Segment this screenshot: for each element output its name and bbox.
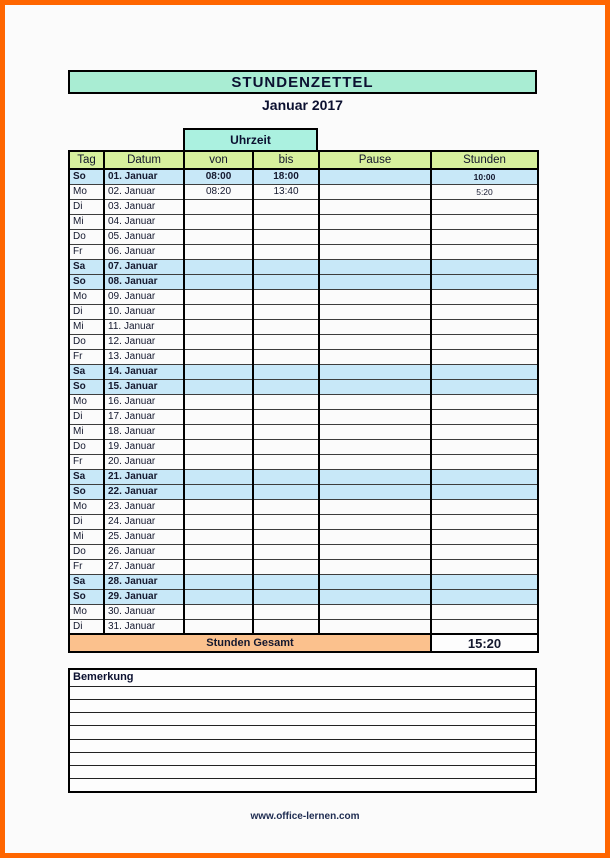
stunden-cell [431, 619, 538, 634]
column-header-datum: Datum [104, 151, 184, 169]
von-cell [184, 589, 253, 604]
datum-cell: 07. Januar [104, 259, 184, 274]
table-row [69, 424, 538, 439]
pause-cell [319, 214, 431, 229]
tag-cell: Do [69, 334, 104, 349]
tag-cell: Do [69, 229, 104, 244]
title-box [68, 70, 537, 94]
uhrzeit-header [183, 128, 318, 150]
datum-cell: 25. Januar [104, 529, 184, 544]
datum-cell: 30. Januar [104, 604, 184, 619]
bis-cell [253, 469, 319, 484]
bis-cell [253, 289, 319, 304]
stunden-cell [431, 439, 538, 454]
von-cell [184, 364, 253, 379]
bis-cell [253, 364, 319, 379]
timesheet-table [68, 150, 539, 653]
von-cell: 08:20 [184, 184, 253, 199]
von-cell [184, 334, 253, 349]
table-row [69, 229, 538, 244]
bis-cell [253, 619, 319, 634]
datum-cell: 01. Januar [104, 169, 184, 184]
table-row [69, 529, 538, 544]
table-row [69, 364, 538, 379]
table-row [69, 499, 538, 514]
von-cell [184, 514, 253, 529]
tag-cell: Mi [69, 214, 104, 229]
bis-cell: 13:40 [253, 184, 319, 199]
datum-cell: 03. Januar [104, 199, 184, 214]
table-row [69, 244, 538, 259]
table-row [69, 394, 538, 409]
table-row [69, 304, 538, 319]
tag-cell: Fr [69, 349, 104, 364]
total-value: 15:20 [431, 634, 538, 652]
bis-cell [253, 499, 319, 514]
table-row [69, 559, 538, 574]
stunden-cell [431, 364, 538, 379]
table-row [69, 169, 538, 184]
table-row [69, 214, 538, 229]
pause-cell [319, 499, 431, 514]
von-cell [184, 304, 253, 319]
tag-cell: Mi [69, 424, 104, 439]
tag-cell: So [69, 169, 104, 184]
bemerkung-blank-line [70, 713, 535, 726]
von-cell [184, 454, 253, 469]
bis-cell [253, 454, 319, 469]
bis-cell [253, 544, 319, 559]
stunden-cell [431, 214, 538, 229]
pause-cell [319, 604, 431, 619]
pause-cell [319, 229, 431, 244]
datum-cell: 02. Januar [104, 184, 184, 199]
table-row [69, 604, 538, 619]
pause-cell [319, 439, 431, 454]
datum-cell: 09. Januar [104, 289, 184, 304]
pause-cell [319, 364, 431, 379]
stunden-cell [431, 349, 538, 364]
stunden-cell [431, 394, 538, 409]
pause-cell [319, 169, 431, 184]
bis-cell [253, 349, 319, 364]
bis-cell [253, 244, 319, 259]
stunden-cell [431, 424, 538, 439]
bis-cell [253, 334, 319, 349]
table-row [69, 289, 538, 304]
stunden-cell [431, 469, 538, 484]
tag-cell: Mo [69, 499, 104, 514]
datum-cell: 18. Januar [104, 424, 184, 439]
datum-cell: 04. Januar [104, 214, 184, 229]
tag-cell: Sa [69, 469, 104, 484]
datum-cell: 31. Januar [104, 619, 184, 634]
tag-cell: Fr [69, 559, 104, 574]
stunden-cell [431, 259, 538, 274]
footer-link[interactable]: www.office-lernen.com [250, 811, 360, 822]
von-cell [184, 424, 253, 439]
tag-cell: So [69, 274, 104, 289]
table-row [69, 439, 538, 454]
uhrzeit-label: Uhrzeit [230, 133, 271, 147]
bemerkung-blank-line [70, 753, 535, 766]
von-cell [184, 604, 253, 619]
bis-cell [253, 589, 319, 604]
von-cell [184, 574, 253, 589]
von-cell [184, 544, 253, 559]
stunden-cell [431, 244, 538, 259]
datum-cell: 17. Januar [104, 409, 184, 424]
table-row [69, 574, 538, 589]
datum-cell: 27. Januar [104, 559, 184, 574]
column-header-stunden: Stunden [431, 151, 538, 169]
datum-cell: 26. Januar [104, 544, 184, 559]
tag-cell: Di [69, 514, 104, 529]
pause-cell [319, 394, 431, 409]
von-cell [184, 409, 253, 424]
von-cell [184, 379, 253, 394]
datum-cell: 24. Januar [104, 514, 184, 529]
tag-cell: Di [69, 619, 104, 634]
tag-cell: Mo [69, 394, 104, 409]
tag-cell: So [69, 484, 104, 499]
von-cell [184, 244, 253, 259]
stunden-cell [431, 589, 538, 604]
bemerkung-box [68, 668, 537, 793]
stunden-cell [431, 604, 538, 619]
tag-cell: Sa [69, 574, 104, 589]
bis-cell: 18:00 [253, 169, 319, 184]
bis-cell [253, 199, 319, 214]
datum-cell: 15. Januar [104, 379, 184, 394]
stunden-cell [431, 304, 538, 319]
pause-cell [319, 259, 431, 274]
total-row [69, 634, 538, 652]
stunden-cell [431, 409, 538, 424]
stunden-cell [431, 514, 538, 529]
stunden-cell [431, 544, 538, 559]
stunden-cell [431, 499, 538, 514]
bis-cell [253, 439, 319, 454]
bis-cell [253, 259, 319, 274]
datum-cell: 28. Januar [104, 574, 184, 589]
datum-cell: 29. Januar [104, 589, 184, 604]
bis-cell [253, 514, 319, 529]
bis-cell [253, 484, 319, 499]
total-label: Stunden Gesamt [69, 634, 431, 652]
column-header-tag: Tag [69, 151, 104, 169]
von-cell [184, 259, 253, 274]
von-cell [184, 559, 253, 574]
von-cell [184, 214, 253, 229]
bis-cell [253, 379, 319, 394]
pause-cell [319, 529, 431, 544]
pause-cell [319, 409, 431, 424]
pause-cell [319, 289, 431, 304]
datum-cell: 10. Januar [104, 304, 184, 319]
bis-cell [253, 574, 319, 589]
tag-cell: So [69, 379, 104, 394]
table-row [69, 319, 538, 334]
pause-cell [319, 454, 431, 469]
table-row [69, 619, 538, 634]
pause-cell [319, 484, 431, 499]
bis-cell [253, 274, 319, 289]
page-title: STUNDENZETTEL [231, 73, 374, 91]
stunden-cell [431, 274, 538, 289]
bis-cell [253, 229, 319, 244]
pause-cell [319, 274, 431, 289]
von-cell [184, 349, 253, 364]
table-row [69, 349, 538, 364]
stunden-cell [431, 454, 538, 469]
datum-cell: 08. Januar [104, 274, 184, 289]
stunden-cell [431, 484, 538, 499]
stunden-cell [431, 559, 538, 574]
datum-cell: 12. Januar [104, 334, 184, 349]
table-row [69, 469, 538, 484]
stunden-cell [431, 319, 538, 334]
stunden-cell [431, 229, 538, 244]
table-row [69, 199, 538, 214]
table-header-row [69, 151, 538, 169]
datum-cell: 23. Januar [104, 499, 184, 514]
stunden-cell [431, 199, 538, 214]
datum-cell: 22. Januar [104, 484, 184, 499]
datum-cell: 14. Januar [104, 364, 184, 379]
von-cell [184, 199, 253, 214]
bemerkung-label: Bemerkung [70, 670, 535, 687]
pause-cell [319, 619, 431, 634]
pause-cell [319, 559, 431, 574]
bemerkung-blank-line [70, 700, 535, 713]
tag-cell: Mi [69, 319, 104, 334]
pause-cell [319, 334, 431, 349]
bis-cell [253, 214, 319, 229]
pause-cell [319, 349, 431, 364]
von-cell [184, 529, 253, 544]
tag-cell: Do [69, 544, 104, 559]
tag-cell: So [69, 589, 104, 604]
timesheet-body [69, 169, 538, 634]
datum-cell: 19. Januar [104, 439, 184, 454]
bis-cell [253, 559, 319, 574]
von-cell: 08:00 [184, 169, 253, 184]
bis-cell [253, 604, 319, 619]
table-row [69, 409, 538, 424]
tag-cell: Mo [69, 289, 104, 304]
von-cell [184, 274, 253, 289]
stunden-cell [431, 529, 538, 544]
tag-cell: Fr [69, 244, 104, 259]
tag-cell: Sa [69, 364, 104, 379]
pause-cell [319, 424, 431, 439]
pause-cell [319, 469, 431, 484]
bis-cell [253, 319, 319, 334]
bis-cell [253, 394, 319, 409]
column-header-pause: Pause [319, 151, 431, 169]
pause-cell [319, 589, 431, 604]
pause-cell [319, 319, 431, 334]
pause-cell [319, 184, 431, 199]
pause-cell [319, 514, 431, 529]
tag-cell: Mo [69, 604, 104, 619]
bemerkung-blank-line [70, 687, 535, 700]
tag-cell: Do [69, 439, 104, 454]
von-cell [184, 319, 253, 334]
bis-cell [253, 409, 319, 424]
bemerkung-blank-line [70, 779, 535, 791]
von-cell [184, 484, 253, 499]
stunden-cell [431, 574, 538, 589]
pause-cell [319, 379, 431, 394]
datum-cell: 06. Januar [104, 244, 184, 259]
column-header-von: von [184, 151, 253, 169]
table-row [69, 544, 538, 559]
stunden-cell: 10:00 [431, 169, 538, 184]
von-cell [184, 394, 253, 409]
von-cell [184, 469, 253, 484]
stunden-cell: 5:20 [431, 184, 538, 199]
datum-cell: 05. Januar [104, 229, 184, 244]
table-row [69, 259, 538, 274]
bemerkung-blank-line [70, 766, 535, 779]
bis-cell [253, 424, 319, 439]
datum-cell: 11. Januar [104, 319, 184, 334]
stunden-cell [431, 289, 538, 304]
stunden-cell [431, 379, 538, 394]
table-row [69, 379, 538, 394]
bis-cell [253, 529, 319, 544]
datum-cell: 13. Januar [104, 349, 184, 364]
pause-cell [319, 244, 431, 259]
table-row [69, 589, 538, 604]
von-cell [184, 439, 253, 454]
bemerkung-blank-line [70, 740, 535, 753]
pause-cell [319, 574, 431, 589]
table-row [69, 484, 538, 499]
von-cell [184, 229, 253, 244]
tag-cell: Mi [69, 529, 104, 544]
stunden-cell [431, 334, 538, 349]
table-row [69, 514, 538, 529]
table-row [69, 184, 538, 199]
table-row [69, 334, 538, 349]
tag-cell: Di [69, 409, 104, 424]
datum-cell: 20. Januar [104, 454, 184, 469]
tag-cell: Fr [69, 454, 104, 469]
tag-cell: Mo [69, 184, 104, 199]
table-row [69, 274, 538, 289]
datum-cell: 16. Januar [104, 394, 184, 409]
tag-cell: Sa [69, 259, 104, 274]
column-header-bis: bis [253, 151, 319, 169]
von-cell [184, 619, 253, 634]
tag-cell: Di [69, 304, 104, 319]
datum-cell: 21. Januar [104, 469, 184, 484]
tag-cell: Di [69, 199, 104, 214]
pause-cell [319, 199, 431, 214]
von-cell [184, 499, 253, 514]
von-cell [184, 289, 253, 304]
bemerkung-blank-line [70, 726, 535, 739]
month-subtitle: Januar 2017 [262, 97, 343, 113]
bis-cell [253, 304, 319, 319]
pause-cell [319, 304, 431, 319]
pause-cell [319, 544, 431, 559]
table-row [69, 454, 538, 469]
